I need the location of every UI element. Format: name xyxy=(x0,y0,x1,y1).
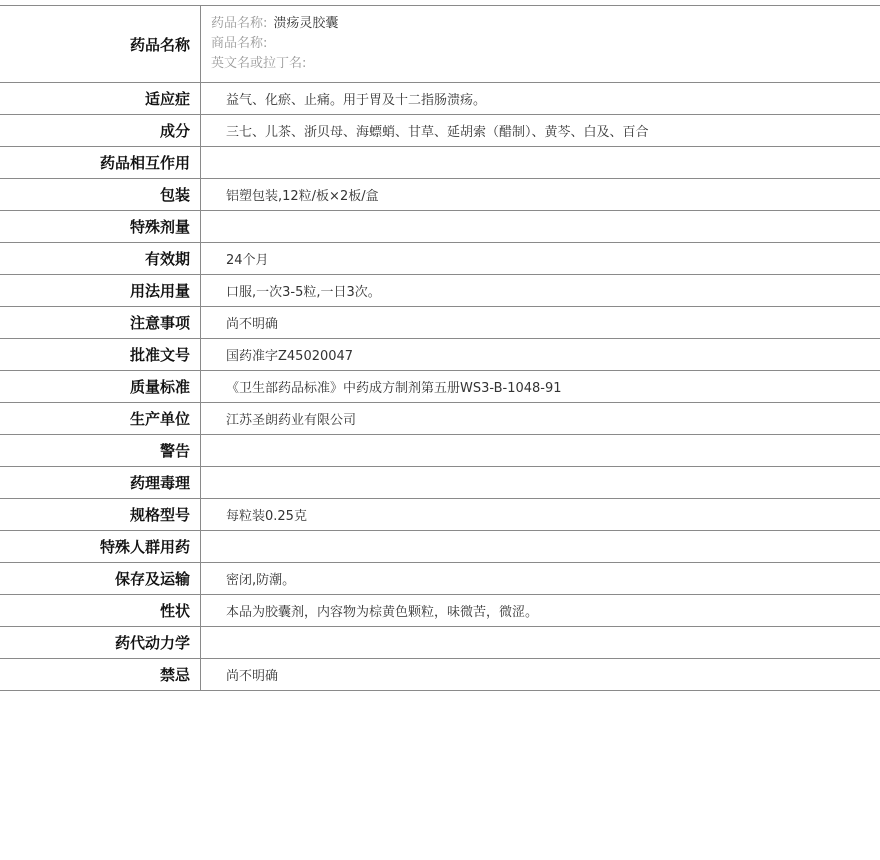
approval-number-label: 批准文号 xyxy=(0,339,201,371)
precautions-value: 尚不明确 xyxy=(201,307,880,339)
drug-name-value-cell xyxy=(201,6,880,83)
approval-number-value: 国药准字Z45020047 xyxy=(201,339,880,371)
trade-name-line xyxy=(211,34,880,54)
pharmacology-toxicology-value xyxy=(201,467,880,499)
manufacturer-value: 江苏圣朗药业有限公司 xyxy=(201,403,880,435)
usage-dosage-label: 用法用量 xyxy=(0,275,201,307)
interactions-row xyxy=(0,147,880,179)
manufacturer-label: 生产单位 xyxy=(0,403,201,435)
quality-standard-value: 《卫生部药品标准》中药成方制剂第五册WS3-B-1048-91 xyxy=(201,371,880,403)
contraindications-label: 禁忌 xyxy=(0,659,201,691)
manufacturer-row xyxy=(0,403,880,435)
interactions-value xyxy=(201,147,880,179)
special-populations-label: 特殊人群用药 xyxy=(0,531,201,563)
contraindications-value: 尚不明确 xyxy=(201,659,880,691)
ingredients-row xyxy=(0,115,880,147)
storage-transport-value: 密闭,防潮。 xyxy=(201,563,880,595)
warning-value xyxy=(201,435,880,467)
packaging-value: 铝塑包装,12粒/板×2板/盒 xyxy=(201,179,880,211)
shelf-life-label: 有效期 xyxy=(0,243,201,275)
quality-standard-label: 质量标准 xyxy=(0,371,201,403)
packaging-label: 包装 xyxy=(0,179,201,211)
warning-label: 警告 xyxy=(0,435,201,467)
approval-number-row xyxy=(0,339,880,371)
description-value: 本品为胶囊剂，内容物为棕黄色颗粒，味微苦，微涩。 xyxy=(201,595,880,627)
packaging-row xyxy=(0,179,880,211)
drug-name-label: 药品名称 xyxy=(0,6,201,83)
drug-name-row xyxy=(0,6,880,83)
generic-name-line xyxy=(211,14,880,34)
special-dosage-row xyxy=(0,211,880,243)
ingredients-value: 三七、儿茶、浙贝母、海螵蛸、甘草、延胡索（醋制）、黄芩、白及、百合 xyxy=(201,115,880,147)
pharmacokinetics-row xyxy=(0,627,880,659)
special-populations-row xyxy=(0,531,880,563)
description-row xyxy=(0,595,880,627)
contraindications-row xyxy=(0,659,880,691)
description-label: 性状 xyxy=(0,595,201,627)
generic-name-value: 溃疡灵胶囊 xyxy=(273,16,339,31)
english-name-line xyxy=(211,54,880,74)
indications-label: 适应症 xyxy=(0,83,201,115)
special-dosage-value xyxy=(201,211,880,243)
quality-standard-row xyxy=(0,371,880,403)
english-name-key: 英文名或拉丁名: xyxy=(211,56,307,71)
pharmacology-toxicology-row xyxy=(0,467,880,499)
generic-name-key: 药品名称: xyxy=(211,16,268,31)
pharmacokinetics-value xyxy=(201,627,880,659)
interactions-label: 药品相互作用 xyxy=(0,147,201,179)
warning-row xyxy=(0,435,880,467)
specification-label: 规格型号 xyxy=(0,499,201,531)
pharmacokinetics-label: 药代动力学 xyxy=(0,627,201,659)
special-populations-value xyxy=(201,531,880,563)
drug-info-table xyxy=(0,5,880,691)
pharmacology-toxicology-label: 药理毒理 xyxy=(0,467,201,499)
shelf-life-row xyxy=(0,243,880,275)
usage-dosage-row xyxy=(0,275,880,307)
usage-dosage-value: 口服,一次3-5粒,一日3次。 xyxy=(201,275,880,307)
storage-transport-row xyxy=(0,563,880,595)
indications-row xyxy=(0,83,880,115)
precautions-row xyxy=(0,307,880,339)
trade-name-key: 商品名称: xyxy=(211,36,268,51)
specification-row xyxy=(0,499,880,531)
special-dosage-label: 特殊剂量 xyxy=(0,211,201,243)
ingredients-label: 成分 xyxy=(0,115,201,147)
specification-value: 每粒装0.25克 xyxy=(201,499,880,531)
precautions-label: 注意事项 xyxy=(0,307,201,339)
indications-value: 益气、化瘀、止痛。用于胃及十二指肠溃疡。 xyxy=(201,83,880,115)
shelf-life-value: 24个月 xyxy=(201,243,880,275)
storage-transport-label: 保存及运输 xyxy=(0,563,201,595)
